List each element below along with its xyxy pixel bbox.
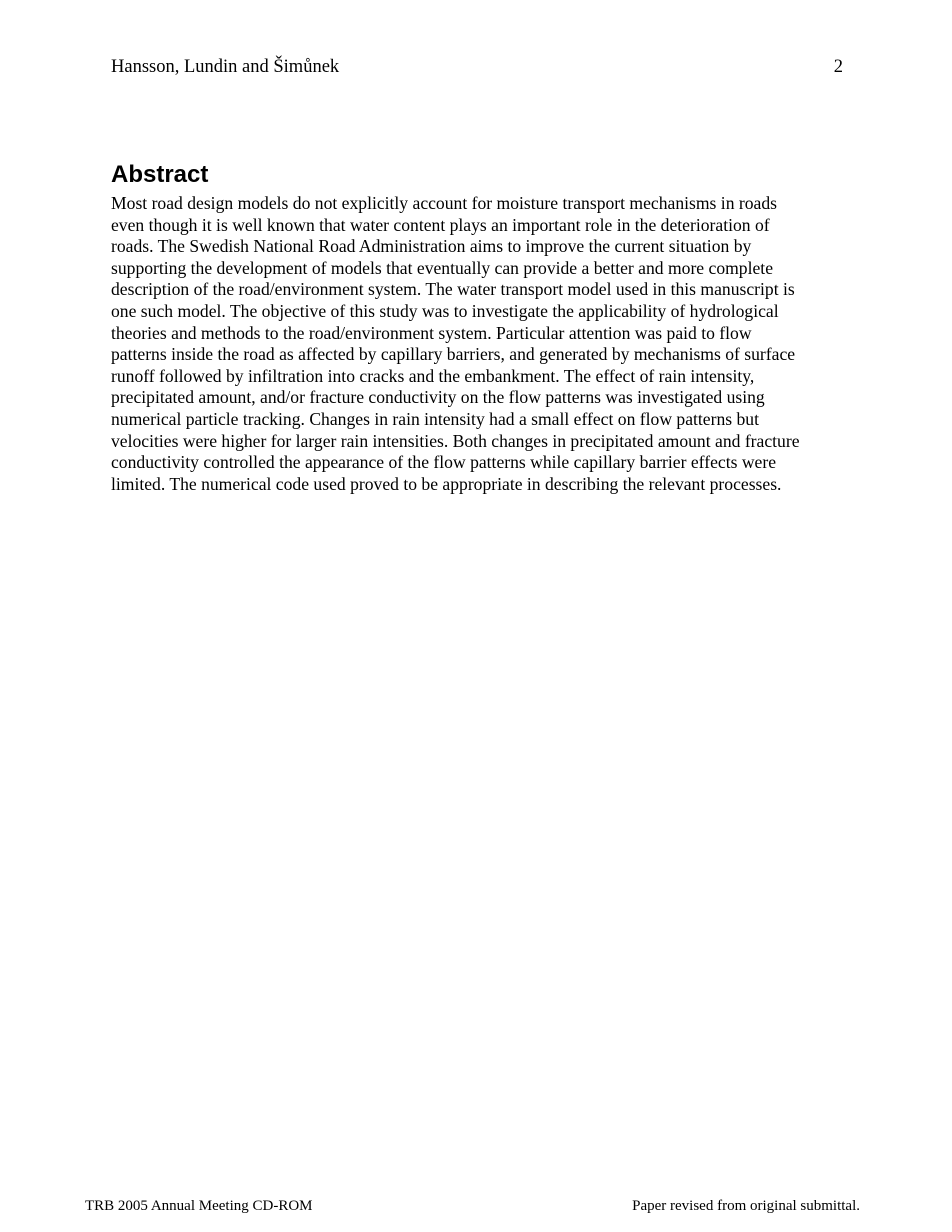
running-head-authors: Hansson, Lundin and Šimůnek [111,57,340,77]
page-number: 2 [833,57,843,77]
abstract-body [111,193,851,495]
abstract-line: limited. The numerical code used proved to be appropriate in describing the relevant processes. [111,473,782,494]
abstract-line: velocities were higher for larger rain intensities. Both changes in precipitated amount and fracture [111,430,800,451]
abstract-line: numerical particle tracking. Changes in rain intensity had a small effect on flow patterns but [111,408,759,429]
abstract-line: supporting the development of models that eventually can provide a better and more complete [111,257,773,278]
abstract-line: theories and methods to the road/environment system. Particular attention was paid to flow [111,322,752,343]
abstract-line: runoff followed by infiltration into cracks and the embankment. The effect of rain intensity, [111,365,755,386]
abstract-line: description of the road/environment system. The water transport model used in this manuscript is [111,279,795,300]
abstract-line: patterns inside the road as affected by capillary barriers, and generated by mechanisms of surface [111,344,796,365]
abstract-line: one such model. The objective of this study was to investigate the applicability of hydrological [111,300,779,321]
footer-conference: TRB 2005 Annual Meeting CD-ROM [85,1198,313,1214]
abstract-heading: Abstract [111,161,209,188]
abstract-line: precipitated amount, and/or fracture conductivity on the flow patterns was investigated using [111,387,765,408]
abstract-line: Most road design models do not explicitly account for moisture transport mechanisms in roads [111,193,777,213]
abstract-line: even though it is well known that water content plays an important role in the deterioration of [111,214,770,235]
footer-revision-note: Paper revised from original submittal. [632,1198,860,1214]
running-head [111,56,843,80]
abstract-line: roads. The Swedish National Road Administration aims to improve the current situation by [111,236,752,257]
abstract-line: conductivity controlled the appearance of the flow patterns while capillary barrier effects were [111,452,777,473]
